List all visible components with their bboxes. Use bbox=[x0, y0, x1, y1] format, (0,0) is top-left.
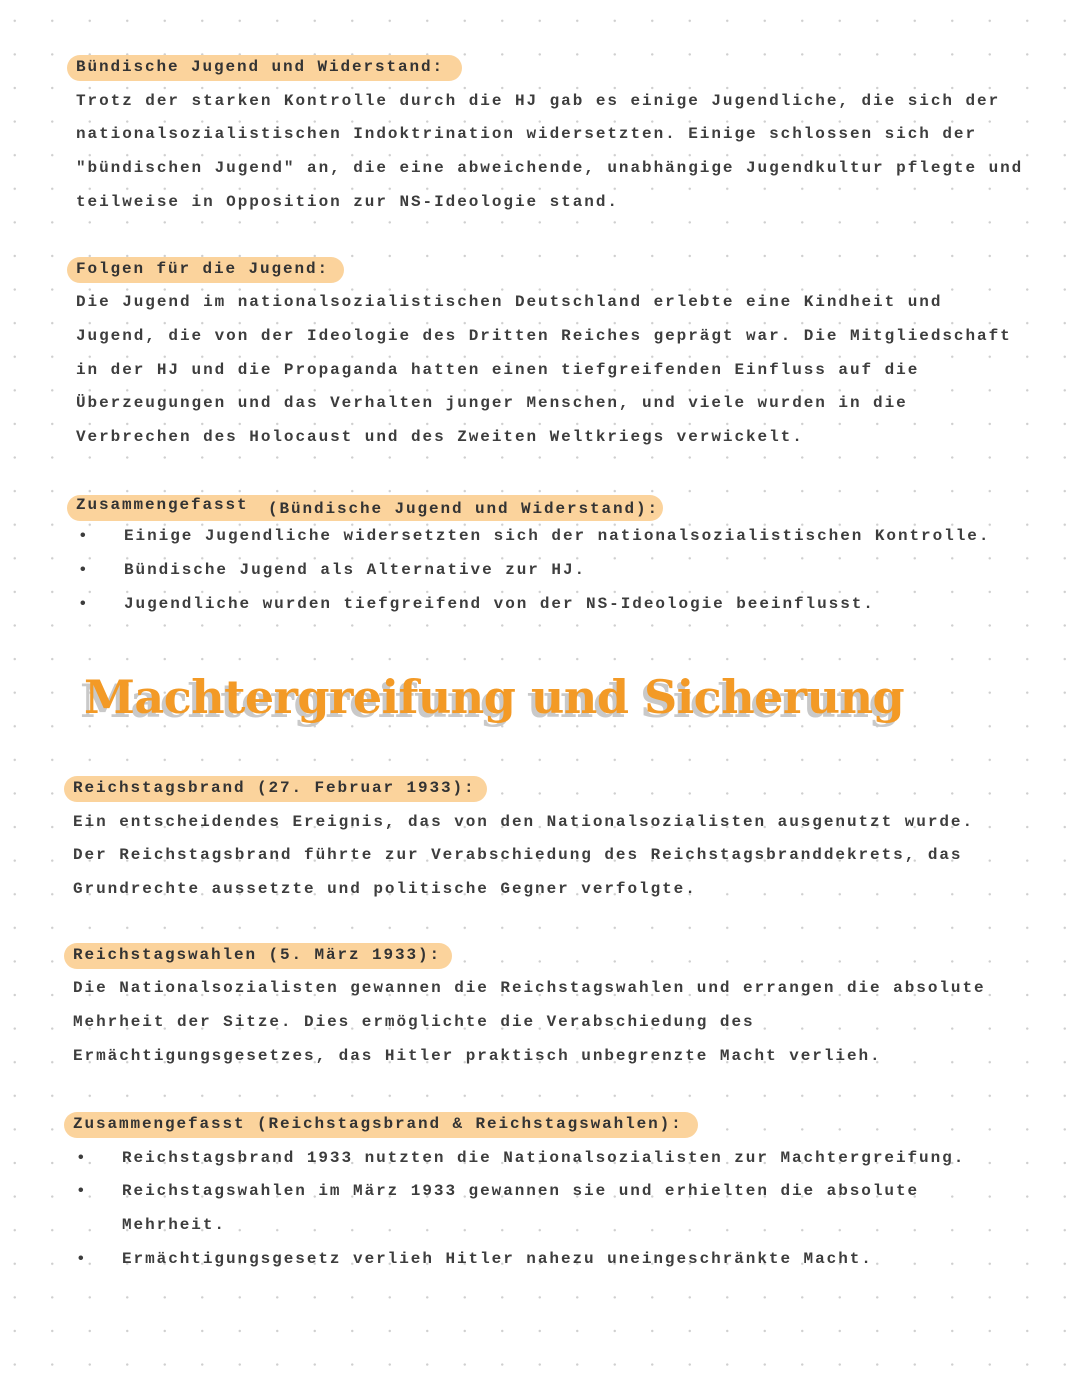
paragraph-line: Ein entscheidendes Ereignis, das von den Nationalsozialisten ausgenutzt wurde. bbox=[73, 813, 975, 831]
paragraph-line: Überzeugungen und das Verhalten junger Menschen, und viele wurden in die bbox=[76, 394, 908, 412]
paragraph-line: Jugend, die von der Ideologie des Dritten Reiches geprägt war. Die Mitgliedschaft bbox=[76, 327, 1012, 345]
paragraph-line: Der Reichstagsbrand führte zur Verabschiedung des Reichstagsbranddekrets, das bbox=[73, 846, 963, 864]
paragraph-line: teilweise in Opposition zur NS-Ideologie stand. bbox=[76, 193, 619, 211]
paragraph-line: Trotz der starken Kontrolle durch die HJ gab es einige Jugendliche, die sich der bbox=[76, 92, 1001, 110]
bullet-icon: • bbox=[76, 1149, 86, 1167]
bullet-item: Ermächtigungsgesetz verlieh Hitler nahezu uneingeschränkte Macht. bbox=[122, 1250, 873, 1268]
bullet-icon: • bbox=[76, 1182, 86, 1200]
paragraph-line: Ermächtigungsgesetzes, das Hitler praktisch unbegrenzte Macht verlieh. bbox=[73, 1047, 882, 1065]
paragraph-line: Die Nationalsozialisten gewannen die Reichstagswahlen und errangen die absolute bbox=[73, 979, 986, 997]
summary-heading-topic: (Bündische Jugend und Widerstand): bbox=[268, 500, 660, 518]
bullet-item: Reichstagswahlen im März 1933 gewannen sie und erhielten die absolute bbox=[122, 1182, 920, 1200]
section-heading: Bündische Jugend und Widerstand: bbox=[76, 58, 445, 76]
bullet-icon: • bbox=[76, 1250, 86, 1268]
paragraph-line: Die Jugend im nationalsozialistischen Deutschland erlebte eine Kindheit und bbox=[76, 293, 943, 311]
summary-heading-label: Zusammengefasst bbox=[76, 496, 249, 514]
paragraph-line: in der HJ und die Propaganda hatten einen tiefgreifenden Einfluss auf die bbox=[76, 361, 920, 379]
chapter-title: Machtergreifung und Sicherung bbox=[84, 670, 905, 724]
bullet-icon: • bbox=[78, 595, 88, 613]
bullet-item: Jugendliche wurden tiefgreifend von der NS-Ideologie beeinflusst. bbox=[124, 595, 875, 613]
paragraph-line: Mehrheit der Sitze. Dies ermöglichte die Verabschiedung des bbox=[73, 1013, 755, 1031]
bullet-item: Bündische Jugend als Alternative zur HJ. bbox=[124, 561, 587, 579]
paragraph-line: "bündischen Jugend" an, die eine abweichende, unabhängige Jugendkultur pflegte und bbox=[76, 159, 1024, 177]
paragraph-line: nationalsozialistischen Indoktrination widersetzten. Einige schlossen sich der bbox=[76, 125, 978, 143]
bullet-icon: • bbox=[78, 527, 88, 545]
bullet-icon: • bbox=[78, 561, 88, 579]
paragraph-line: Verbrechen des Holocaust und des Zweiten Weltkriegs verwickelt. bbox=[76, 428, 804, 446]
bullet-item: Reichstagsbrand 1933 nutzten die Nationalsozialisten zur Machtergreifung. bbox=[122, 1149, 966, 1167]
bullet-item: Einige Jugendliche widersetzten sich der nationalsozialistischen Kontrolle. bbox=[124, 527, 991, 545]
bullet-item-continuation: Mehrheit. bbox=[122, 1216, 226, 1234]
summary-heading: Zusammengefasst (Reichstagsbrand & Reichstagswahlen): bbox=[73, 1115, 683, 1133]
section-heading: Reichstagswahlen (5. März 1933): bbox=[73, 946, 442, 964]
paragraph-line: Grundrechte aussetzte und politische Gegner verfolgte. bbox=[73, 880, 697, 898]
section-heading: Reichstagsbrand (27. Februar 1933): bbox=[73, 779, 476, 797]
section-heading: Folgen für die Jugend: bbox=[76, 260, 330, 278]
